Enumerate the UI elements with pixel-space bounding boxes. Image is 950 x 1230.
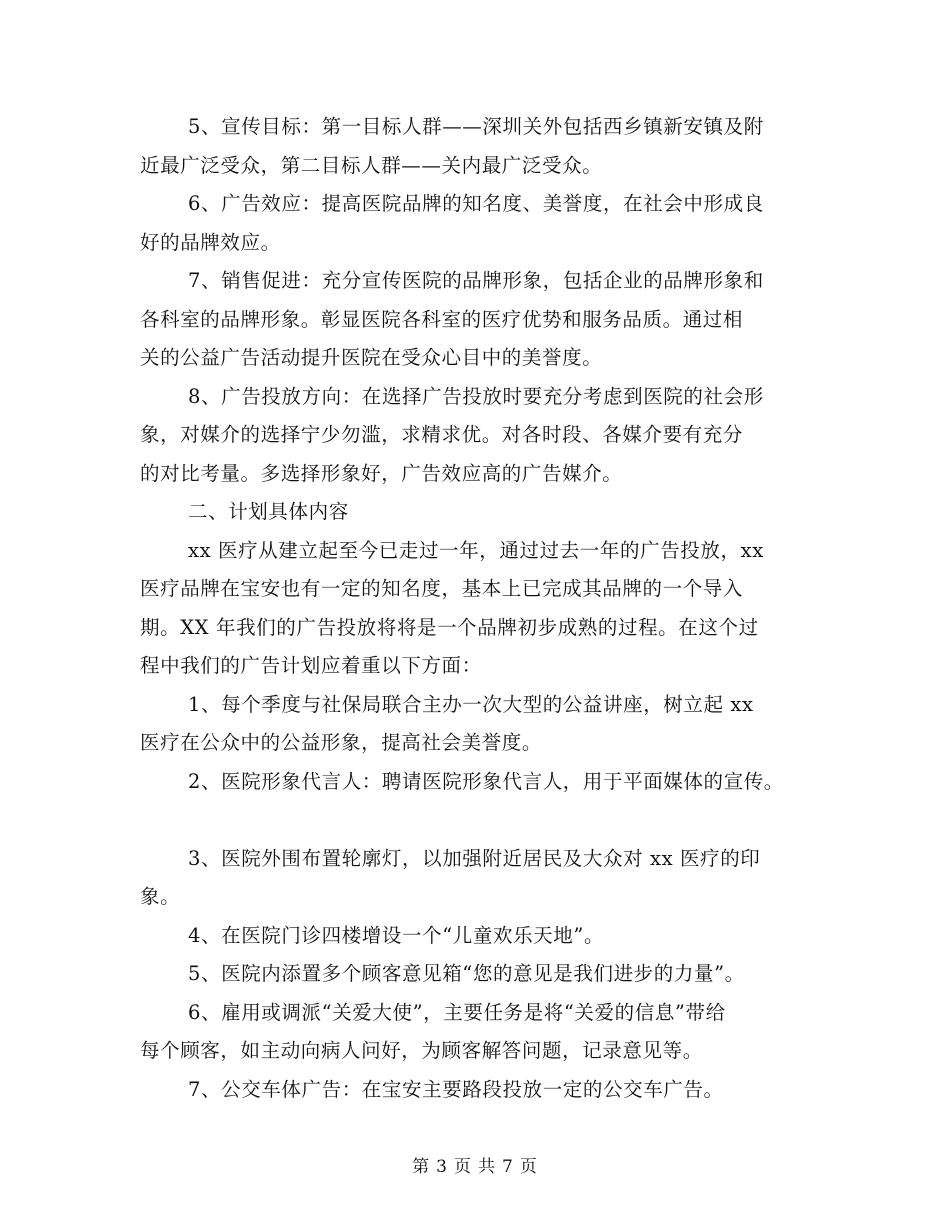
paragraph (140, 917, 830, 956)
paragraph-line: 2、医院形象代言人：聘请医院形象代言人，用于平面媒体的宣传。 (188, 769, 784, 793)
paragraph (140, 532, 830, 686)
paragraph-line: 6、雇用或调派“关爱大使”，主要任务是将“关爱的信息”带给 (188, 1000, 726, 1024)
page-label: 第 (412, 1157, 431, 1177)
paragraph (140, 185, 830, 262)
section-heading (140, 493, 830, 532)
page-number: 3 (436, 1157, 448, 1177)
paragraph-line: 7、公交车体广告：在宝安主要路段投放一定的公交车广告。 (188, 1077, 724, 1101)
paragraph-line: 程中我们的广告计划应着重以下方面： (140, 654, 482, 677)
paragraph-line: 7、销售促进：充分宣传医院的品牌形象，包括企业的品牌形象和 (188, 269, 764, 292)
page-footer (0, 1152, 950, 1177)
paragraph-line: 期。XX 年我们的广告投放将将是一个品牌初步成熟的过程。在这个过 (140, 615, 759, 639)
paragraph (140, 686, 830, 763)
paragraph-line: 象，对媒介的选择宁少勿滥，求精求优。对各时段、各媒介要有充分 (140, 423, 744, 446)
paragraph-line: 1、每个季度与社保局联合主办一次大型的公益讲座，树立起 xx (188, 692, 754, 716)
total-label: 共 (478, 1157, 496, 1177)
paragraph-line: 8、广告投放方向：在选择广告投放时要充分考虑到医院的社会形 (188, 384, 764, 408)
section-heading-text: 二、计划具体内容 (188, 500, 349, 523)
paragraph (140, 378, 830, 494)
paragraph (140, 763, 830, 802)
total-unit-label: 页 (519, 1157, 538, 1177)
paragraph (140, 994, 830, 1071)
total-pages: 7 (502, 1157, 514, 1177)
blank-line (140, 801, 830, 840)
paragraph-line: xx 医疗从建立起至今已走过一年，通过过去一年的广告投放，xx (188, 538, 764, 562)
paragraph-line: 3、医院外围布置轮廓灯，以加强附近居民及大众对 xx 医疗的印 (188, 846, 761, 870)
paragraph-line: 医疗品牌在宝安也有一定的知名度，基本上已完成其品牌的一个导入 (140, 577, 744, 600)
paragraph (140, 108, 830, 185)
paragraph-line: 医疗在公众中的公益形象，提高社会美誉度。 (140, 731, 543, 754)
paragraph-line: 5、医院内添置多个顾客意见箱“您的意见是我们进步的力量”。 (188, 962, 745, 985)
document-body (140, 108, 830, 1109)
paragraph-line: 的对比考量。多选择形象好，广告效应高的广告媒介。 (140, 461, 623, 485)
paragraph-line: 关的公益广告活动提升医院在受众心目中的美誉度。 (140, 346, 603, 369)
paragraph (140, 955, 830, 994)
paragraph (140, 1071, 830, 1110)
paragraph-line: 6、广告效应：提高医院品牌的知名度、美誉度，在社会中形成良 (188, 192, 764, 215)
paragraph-line: 4、在医院门诊四楼增设一个“儿童欢乐天地”。 (188, 923, 605, 947)
paragraph-line: 各科室的品牌形象。彰显医院各科室的医疗优势和服务品质。通过相 (140, 307, 744, 331)
paragraph-line: 近最广泛受众，第二目标人群——关内最广泛受众。 (140, 153, 603, 177)
paragraph-line: 每个顾客，如主动向病人问好，为顾客解答问题，记录意见等。 (140, 1039, 703, 1062)
paragraph (140, 262, 830, 378)
paragraph-line: 象。 (140, 885, 181, 908)
paragraph-line: 好的品牌效应。 (140, 230, 281, 254)
page-unit-label: 页 (454, 1157, 472, 1177)
paragraph-line: 5、宣传目标：第一目标人群——深圳关外包括西乡镇新安镇及附 (188, 115, 764, 138)
paragraph (140, 840, 830, 917)
